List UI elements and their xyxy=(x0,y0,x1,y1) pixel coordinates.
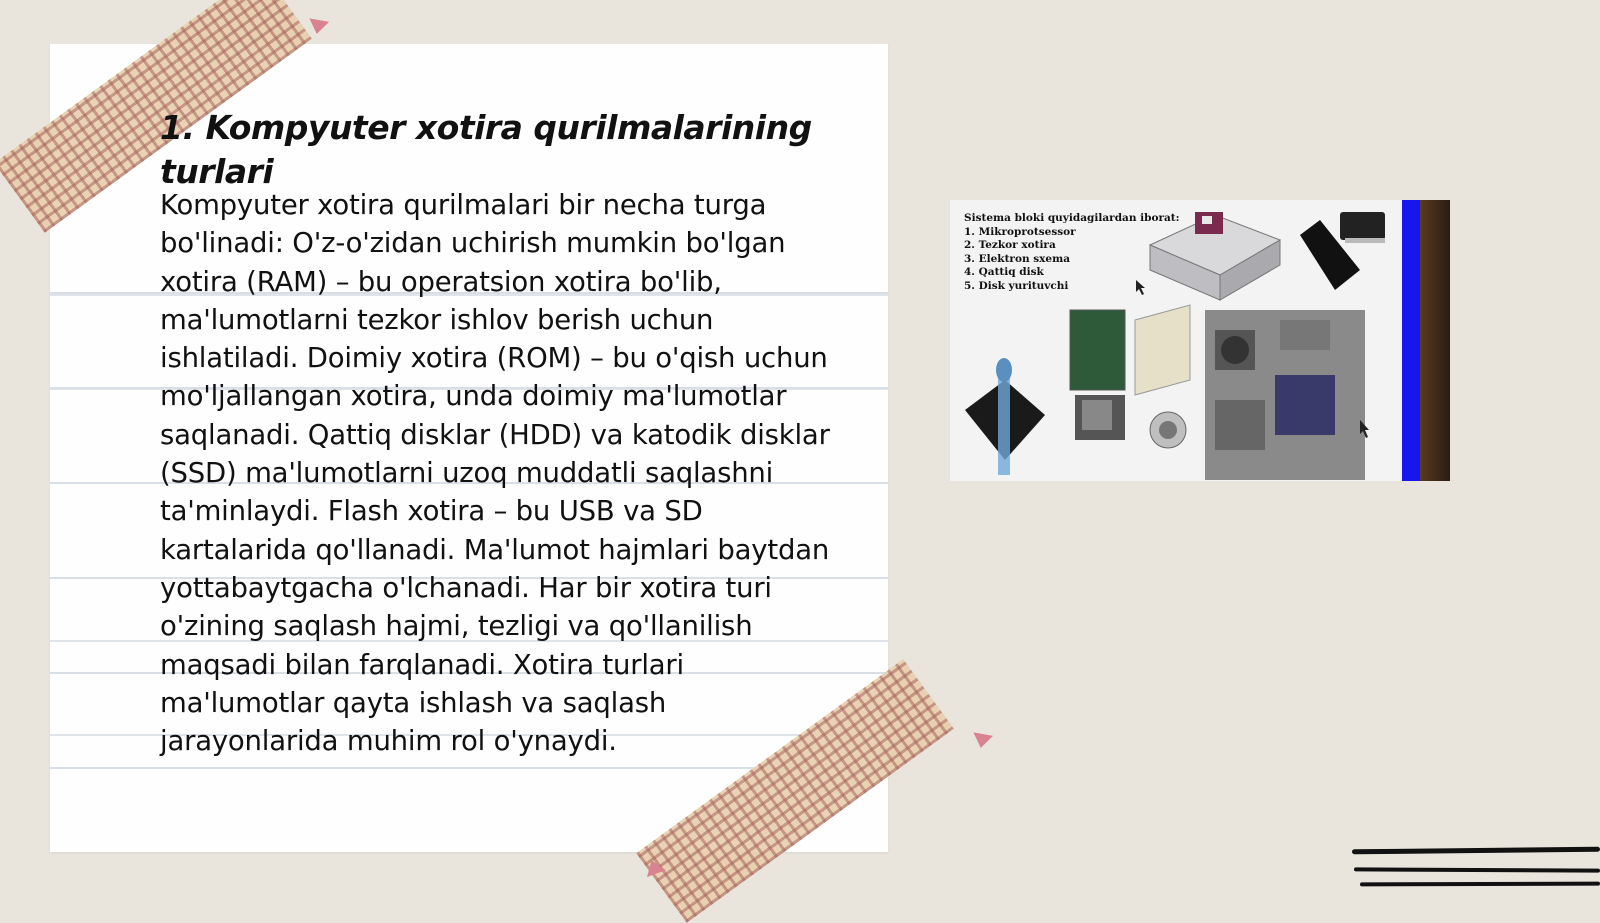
decorative-line xyxy=(1354,867,1600,872)
drive-drawing xyxy=(1070,305,1190,448)
caption-item: 4. Qattiq disk xyxy=(964,266,1044,278)
caption-item: 3. Elektron sxema xyxy=(964,252,1071,265)
system-unit-drawing xyxy=(1150,212,1280,300)
hardware-illustration xyxy=(950,200,1450,481)
caption-item: 5. Disk yurituvchi xyxy=(964,279,1069,292)
brown-stripe xyxy=(1420,200,1450,481)
computer-components-image xyxy=(950,200,1450,481)
caption-title: Sistema bloki quyidagilardan iborat: xyxy=(964,212,1180,224)
motherboard-drawing xyxy=(1205,310,1365,480)
ribbon-tip xyxy=(971,732,993,749)
decorative-line xyxy=(1360,882,1600,887)
fan-drawing xyxy=(965,358,1045,475)
caption-item: 2. Tezkor xotira xyxy=(964,239,1056,251)
blue-stripe xyxy=(1402,200,1420,481)
slide-title: 1. Kompyuter xotira qurilmalarining turlari xyxy=(160,108,812,191)
decorative-line xyxy=(1352,847,1600,855)
chip-drawing xyxy=(1300,212,1385,290)
caption-item: 1. Mikroprotsessor xyxy=(964,225,1076,238)
ribbon-tip xyxy=(307,18,329,35)
slide-body-text: Kompyuter xotira qurilmalari bir necha turga bo'linadi: O'z-o'zidan uchirish mumkin bo'lgan xotira (RAM) – bu operatsion xotira bo'lib, ma'lumotlarni tezkor ishlov berish uchun ishlatiladi. Doimiy xotira (ROM) – bu o'qish uchun mo'ljallangan xotira, unda doimiy ma'lumotlar saqlanadi. Qattiq disklar (HDD) va katodik disklar (SSD) ma'lumotlarni uzoq muddatli saqlashni ta'minlaydi. Flash xotira – bu USB va SD kartalarida qo'llanadi. Ma'lumot hajmlari baytdan yottabaytgacha o'lchanadi. Har bir xotira turi o'zining saqlash hajmi, tezligi va qo'llanilish maqsadi bilan farqlanadi. Xotira turlari ma'lumotlar qayta ishlash va saqlash jarayonlarida muhim rol o'ynaydi. xyxy=(160,189,830,758)
